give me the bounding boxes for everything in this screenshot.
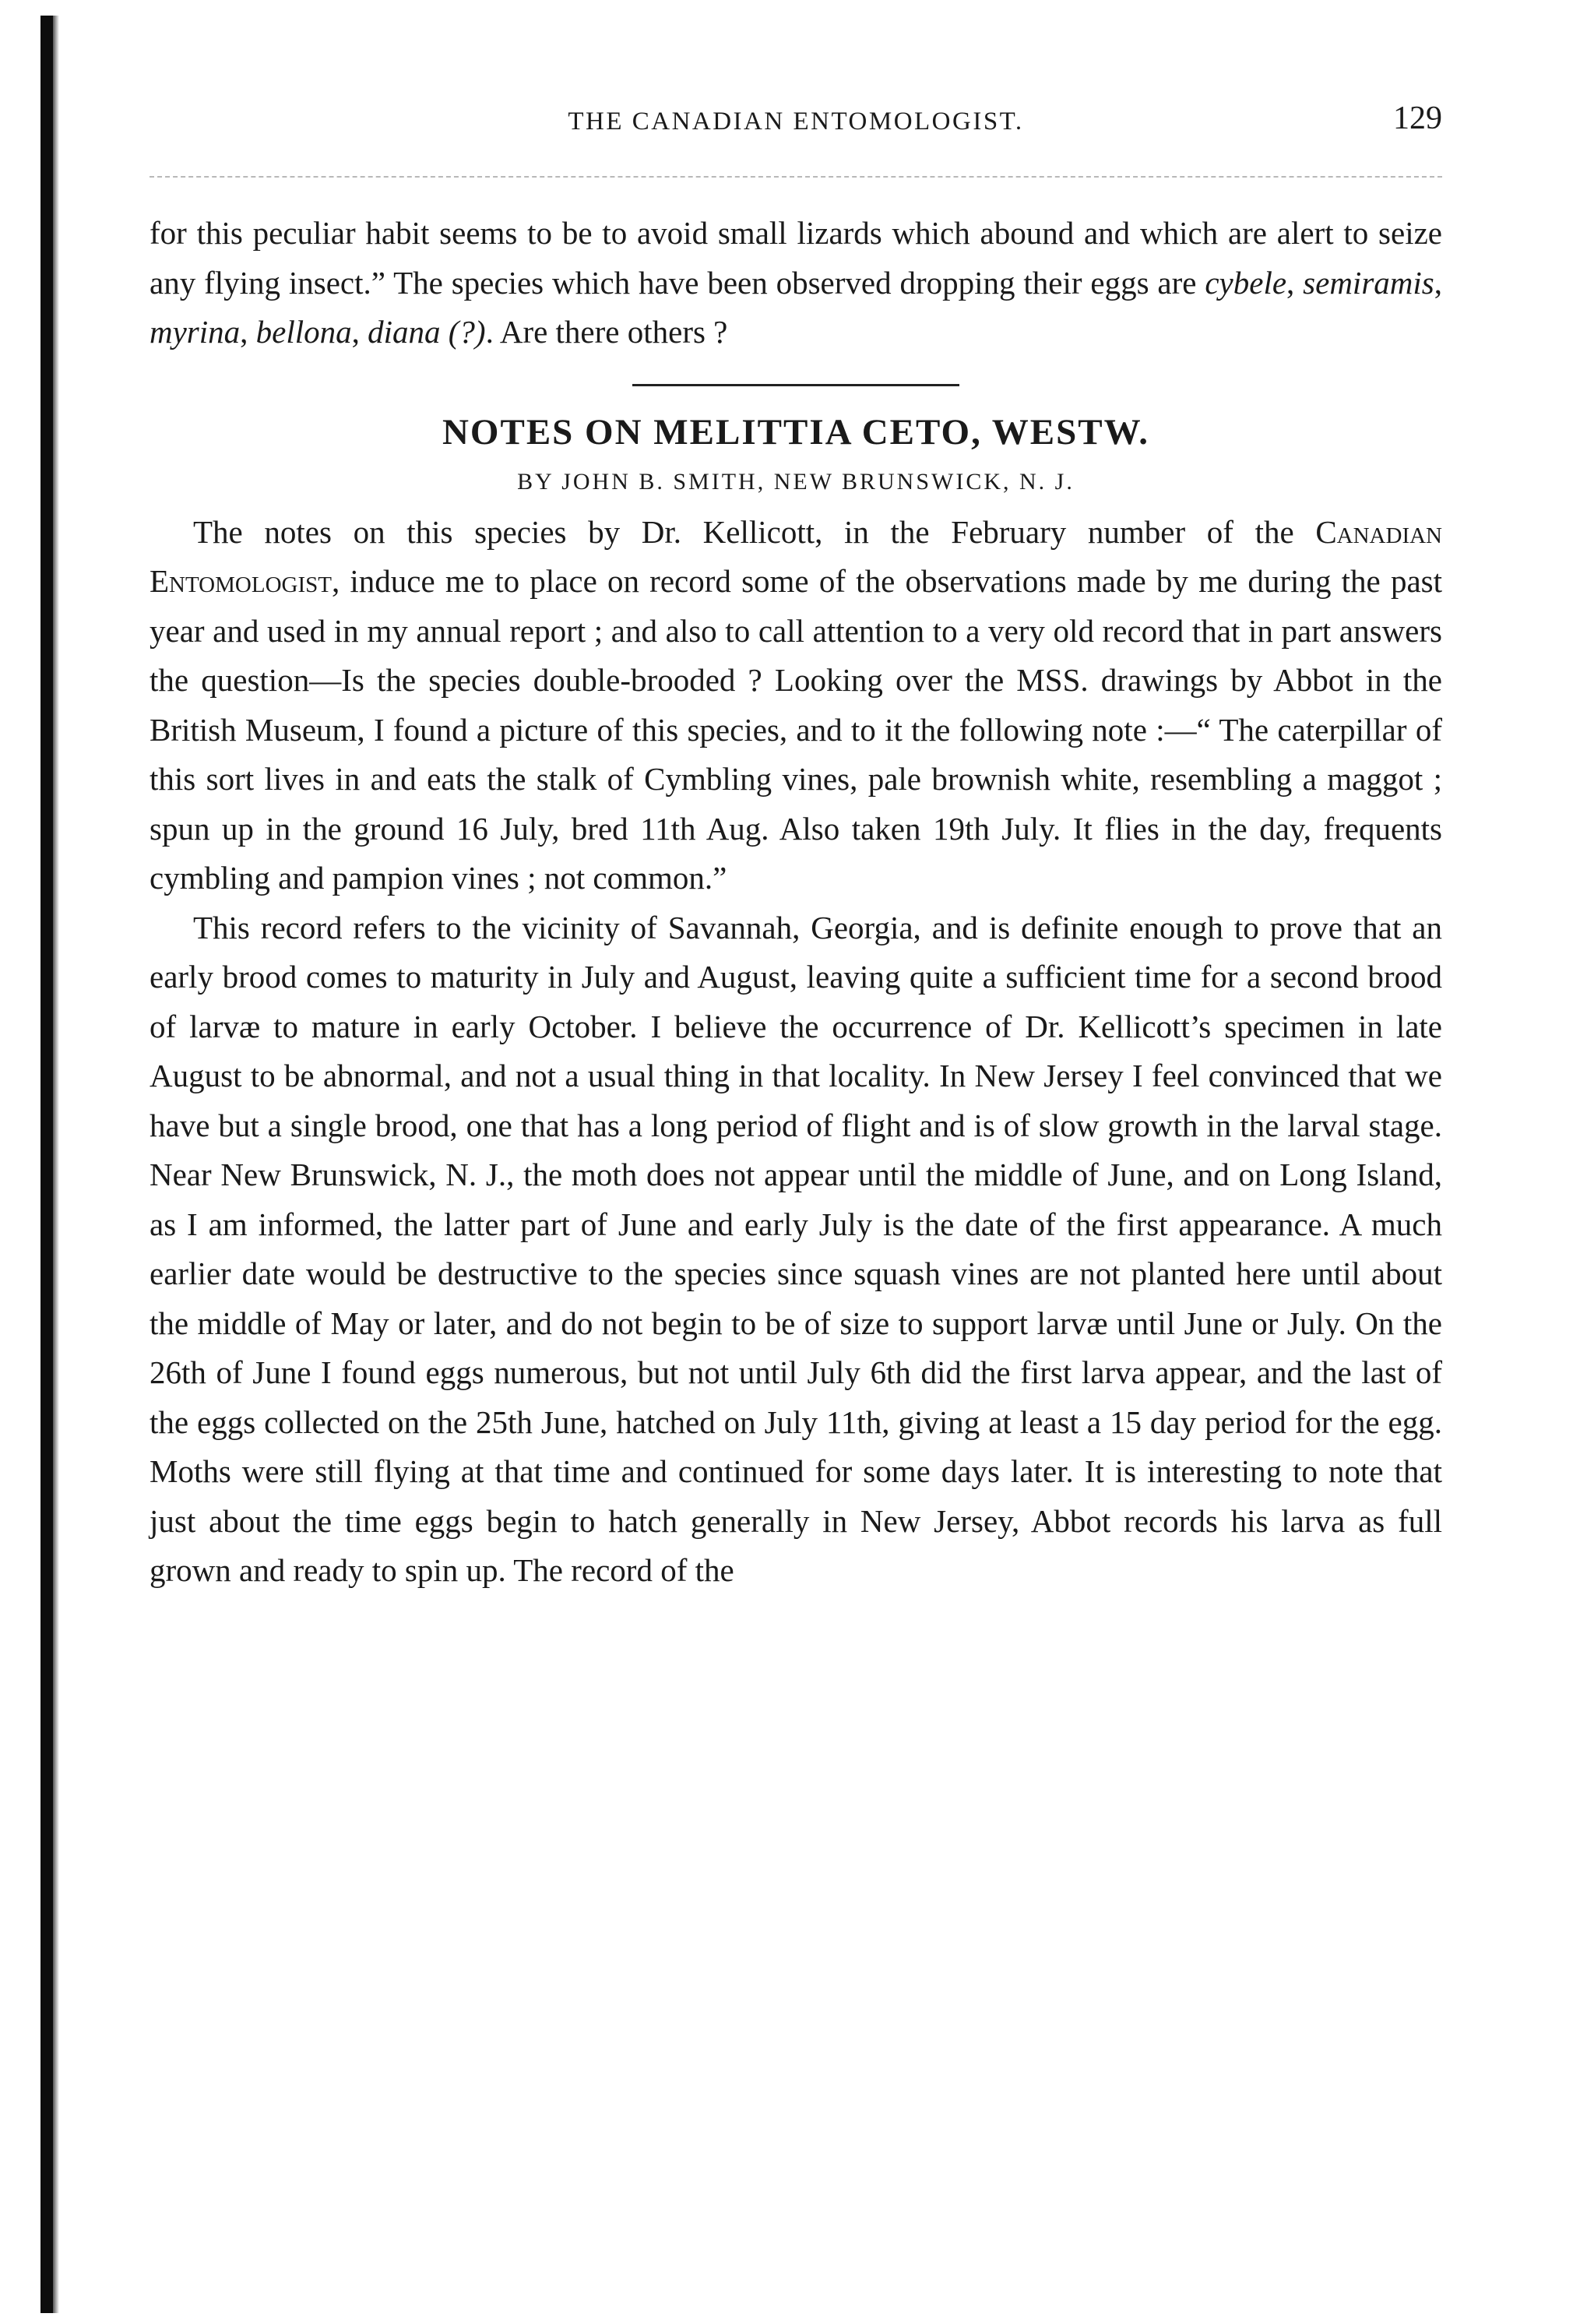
species-name: semiramis (1303, 264, 1434, 301)
article-paragraph-1: The notes on this species by Dr. Kellicott, in the February number of the Canadian Entomologist, induce me to place on record some of the observations made by me during the past year and used in my annual report ; and also to call attention to a very old record that in part answers the question—Is the species double-brooded ? Looking over the MSS. drawings by Abbot in the British Museum, I found a picture of this species, and to it the following note :—“ The caterpillar of this sort lives in and eats the stalk of Cymbling vines, pale brownish white, resembling a maggot ; spun up in the ground 16 July, bred 11th Aug. Also taken 19th July. It flies in the day, frequents cymbling and pampion vines ; not common.” (150, 513, 1442, 896)
book-spine-shadow (40, 16, 53, 2313)
page-body (150, 209, 1442, 1596)
book-spine-edge (53, 16, 59, 2313)
section-divider (632, 384, 959, 386)
page-number: 129 (1393, 100, 1442, 136)
journal-name: Canadian Entomologist (150, 513, 1442, 599)
article-title: NOTES ON MELITTIA CETO, WESTW. (442, 411, 1150, 452)
continuation-paragraph: for this peculiar habit seems to be to avoid small lizards which abound and which are alert to seize any flying insect.” The species which have been observed dropping their eggs are cybele, semiramis, myrina, bellona, diana (?). Are there others ? (150, 215, 1442, 350)
article-paragraph-2: This record refers to the vicinity of Savannah, Georgia, and is definite enough to prove that an early brood comes to maturity in July and August, leaving quite a sufficient time for a second brood of larvæ to mature in early October. I believe the occurrence of Dr. Kellicott’s specimen in late August to be abnormal, and not a usual thing in that locality. In New Jersey I feel convinced that we have but a single brood, one that has a long period of flight and is of slow growth in the larval stage. Near New Brunswick, N. J., the moth does not appear until the middle of June, and on Long Island, as I am informed, the latter part of June and early July is the date of the first appearance. A much earlier date would be destructive to the species since squash vines are not planted here until about the middle of May or later, and do not begin to be of size to support larvæ until June or July. On the 26th of June I found eggs numerous, but not until July 6th did the first larva appear, and the last of the eggs collected on the 25th June, hatched on July 11th, giving at least a 15 day period for the egg. Moths were still flying at that time and continued for some days later. It is interesting to note that just about the time eggs begin to hatch generally in New Jersey, Abbot records his larva as full grown and ready to spin up. The record of the (150, 909, 1442, 1588)
species-name: bellona (255, 314, 352, 350)
running-head (150, 100, 1442, 146)
header-divider (150, 176, 1442, 178)
journal-running-title: THE CANADIAN ENTOMOLOGIST. (568, 107, 1024, 136)
article-byline: BY JOHN B. SMITH, NEW BRUNSWICK, N. J. (517, 468, 1075, 495)
species-name: myrina (150, 314, 241, 350)
species-name: cybele (1205, 264, 1287, 301)
species-name: diana (?) (368, 314, 486, 350)
